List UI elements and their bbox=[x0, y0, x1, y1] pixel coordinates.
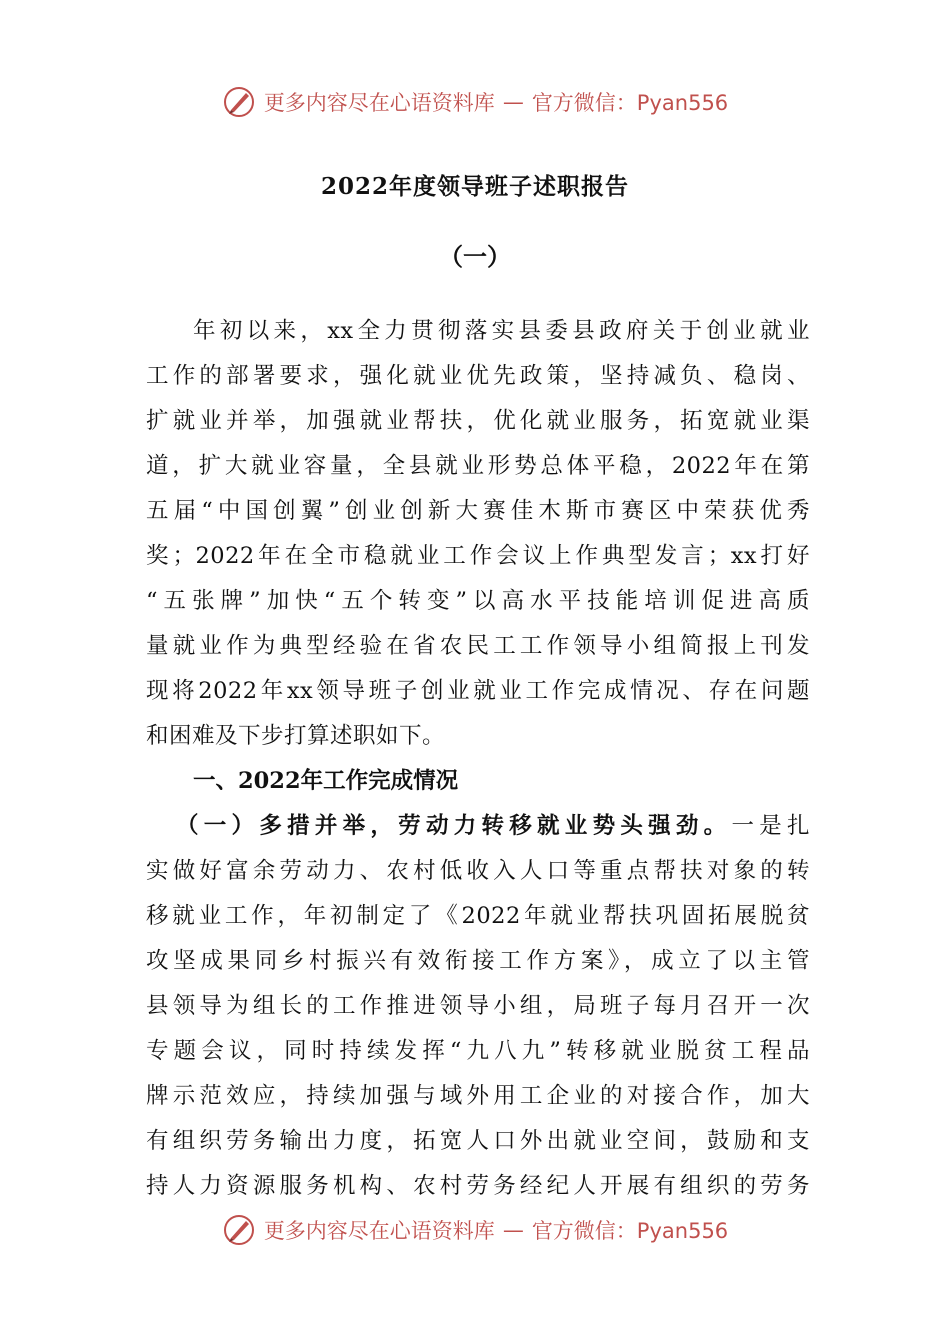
intro-line: 和困难及下步打算述职如下。 bbox=[146, 723, 446, 749]
intro-line: 量就业作为典型经验在省农民工工作领导小组简报上刊发 bbox=[146, 633, 810, 659]
intro-line: 道，扩大就业容量，全县就业形势总体平稳，2022年在第 bbox=[146, 453, 810, 479]
document-part-label: （一） bbox=[439, 242, 511, 271]
document-title: 2022年度领导班子述职报告 bbox=[320, 173, 629, 200]
watermark-suffix: 官方微信：Pyan556 bbox=[531, 1219, 729, 1243]
subsection-line: 持人力资源服务机构、农村劳务经纪人开展有组织的劳务 bbox=[146, 1173, 810, 1199]
intro-line: “五张牌”加快“五个转变”以高水平技能培训促进高质 bbox=[146, 588, 810, 614]
intro-line: 奖；2022年在全市稳就业工作会议上作典型发言；xx打好 bbox=[146, 543, 810, 569]
quill-pen-logo-icon bbox=[222, 1213, 256, 1247]
watermark-header bbox=[0, 82, 950, 122]
subsection-bold-lead: （一）多措并举，劳动力转移就业势头强劲。 bbox=[176, 813, 732, 839]
subsection-line: 牌示范效应，持续加强与域外用工企业的对接合作，加大 bbox=[146, 1083, 810, 1109]
watermark-separator: — bbox=[502, 1218, 524, 1242]
subsection-line: 移就业工作，年初制定了《2022年就业帮扶巩固拓展脱贫 bbox=[146, 903, 810, 929]
intro-line: 扩就业并举，加强就业帮扶，优化就业服务，拓宽就业渠 bbox=[146, 408, 810, 434]
quill-pen-logo-icon bbox=[222, 85, 256, 119]
watermark-suffix: 官方微信：Pyan556 bbox=[531, 91, 729, 115]
watermark-separator: — bbox=[502, 90, 524, 114]
subsection-lead-line bbox=[146, 804, 810, 849]
watermark-text: 更多内容尽在心语资料库 bbox=[263, 1219, 495, 1243]
intro-line: 年初以来，xx全力贯彻落实县委县政府关于创业就业 bbox=[193, 318, 810, 344]
section-heading: 一、2022年工作完成情况 bbox=[193, 768, 459, 794]
watermark-footer bbox=[0, 1210, 950, 1250]
intro-line: 现将2022年xx领导班子创业就业工作完成情况、存在问题 bbox=[146, 678, 810, 704]
subsection-line: 县领导为组长的工作推进领导小组，局班子每月召开一次 bbox=[146, 993, 810, 1019]
intro-line: 五届“中国创翼”创业创新大赛佳木斯市赛区中荣获优秀 bbox=[146, 498, 810, 524]
watermark-text: 更多内容尽在心语资料库 bbox=[263, 91, 495, 115]
document-body bbox=[146, 309, 810, 1209]
subsection-lead-rest: 一是扎 bbox=[731, 813, 810, 839]
intro-line: 工作的部署要求，强化就业优先政策，坚持减负、稳岗、 bbox=[146, 363, 810, 389]
subsection-line: 专题会议，同时持续发挥“九八九”转移就业脱贫工程品 bbox=[146, 1038, 810, 1064]
subsection-line: 有组织劳务输出力度，拓宽人口外出就业空间，鼓励和支 bbox=[146, 1128, 810, 1154]
subsection-line: 实做好富余劳动力、农村低收入人口等重点帮扶对象的转 bbox=[146, 858, 810, 884]
subsection-line: 攻坚成果同乡村振兴有效衔接工作方案》，成立了以主管 bbox=[146, 948, 810, 974]
